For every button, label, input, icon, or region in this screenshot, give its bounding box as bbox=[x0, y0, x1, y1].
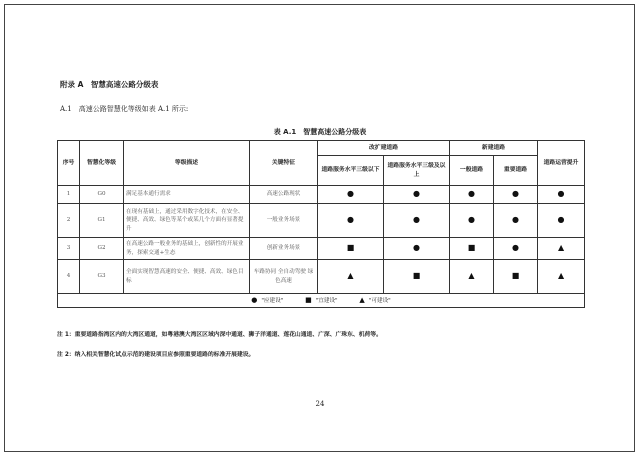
mark-cell: ● bbox=[538, 186, 585, 204]
filled-triangle-icon: ▲ bbox=[359, 296, 365, 305]
description-cell: 满足基本通行需求 bbox=[124, 186, 250, 204]
table-row bbox=[58, 204, 585, 238]
mark-cell: ● bbox=[494, 186, 538, 204]
header-renovation-above3: 道路服务水平三级及以上 bbox=[384, 156, 450, 186]
mark-cell: ■ bbox=[384, 260, 450, 294]
mark-cell: ● bbox=[538, 204, 585, 238]
level-cell: G3 bbox=[80, 260, 124, 294]
level-cell: G0 bbox=[80, 186, 124, 204]
header-renovation-below3: 道路服务水平三级以下 bbox=[318, 156, 384, 186]
legend-label: "宜建设" bbox=[315, 298, 338, 305]
filled-square-icon: ■ bbox=[305, 296, 312, 305]
seq-cell: 4 bbox=[58, 260, 80, 294]
level-cell: G2 bbox=[80, 238, 124, 260]
description-cell: 在高速公路一般业务的基础上，创新性的开展业务，探索交通+生态 bbox=[124, 238, 250, 260]
features-cell: 车路协同 全自动驾驶 绿色高速 bbox=[250, 260, 318, 294]
mark-cell: ● bbox=[450, 204, 494, 238]
mark-cell: ● bbox=[384, 204, 450, 238]
mark-cell: ● bbox=[450, 186, 494, 204]
legend bbox=[58, 294, 585, 308]
mark-cell: ● bbox=[384, 238, 450, 260]
header-seq: 序号 bbox=[58, 141, 80, 186]
header-new: 新建道路 bbox=[450, 141, 538, 156]
header-new-general: 一般道路 bbox=[450, 156, 494, 186]
mark-cell: ▲ bbox=[318, 260, 384, 294]
header-features: 关键特征 bbox=[250, 141, 318, 186]
table-row bbox=[58, 260, 585, 294]
appendix-heading: 附录 A 智慧高速公路分级表 bbox=[60, 80, 159, 89]
legend-item-optional bbox=[359, 295, 390, 306]
header-upgrade: 道路运营提升 bbox=[538, 141, 585, 186]
seq-cell: 1 bbox=[58, 186, 80, 204]
features-cell: 高速公路现状 bbox=[250, 186, 318, 204]
table-row bbox=[58, 186, 585, 204]
legend-item-recommended bbox=[305, 295, 338, 306]
mark-cell: ● bbox=[318, 204, 384, 238]
note-2: 注 2：纳入相关智慧化试点示范的建设项目应参照重要道路的标准开展建设。 bbox=[57, 352, 255, 358]
features-cell: 创新业务场景 bbox=[250, 238, 318, 260]
mark-cell: ● bbox=[318, 186, 384, 204]
page-number: 24 bbox=[315, 400, 325, 408]
description-cell: 在现有基础上，通过采用数字化技术，在安全、便捷、高效、绿色等某个或某几个方面有显著提升 bbox=[124, 204, 250, 238]
mark-cell: ● bbox=[494, 238, 538, 260]
grading-table bbox=[57, 140, 585, 308]
legend-row bbox=[58, 294, 585, 308]
mark-cell: ■ bbox=[450, 238, 494, 260]
legend-label: "可建设" bbox=[368, 298, 391, 305]
seq-cell: 2 bbox=[58, 204, 80, 238]
mark-cell: ● bbox=[384, 186, 450, 204]
table-row bbox=[58, 238, 585, 260]
mark-cell: ■ bbox=[494, 260, 538, 294]
seq-cell: 3 bbox=[58, 238, 80, 260]
header-new-important: 重要道路 bbox=[494, 156, 538, 186]
legend-label: "应建设" bbox=[261, 298, 284, 305]
header-level: 智慧化等级 bbox=[80, 141, 124, 186]
mark-cell: ▲ bbox=[538, 238, 585, 260]
intro-text: A.1 高速公路智慧化等级如表 A.1 所示: bbox=[60, 105, 189, 113]
table-caption: 表 A.1 智慧高速公路分级表 bbox=[273, 128, 367, 136]
header-renovation: 改扩建道路 bbox=[318, 141, 450, 156]
mark-cell: ● bbox=[494, 204, 538, 238]
mark-cell: ▲ bbox=[538, 260, 585, 294]
filled-circle-icon: ● bbox=[251, 296, 258, 305]
mark-cell: ▲ bbox=[450, 260, 494, 294]
level-cell: G1 bbox=[80, 204, 124, 238]
legend-item-required bbox=[251, 295, 283, 306]
header-description: 等级描述 bbox=[124, 141, 250, 186]
note-1: 注 1：重要道路指湾区内的大湾区通道，如粤港澳大湾区区域内深中通道、狮子洋通道、莲花山通道、广深、广珠东、机荷等。 bbox=[57, 332, 382, 338]
features-cell: 一般业务场景 bbox=[250, 204, 318, 238]
description-cell: 全面实现智慧高速的安全、便捷、高效、绿色目标 bbox=[124, 260, 250, 294]
mark-cell: ■ bbox=[318, 238, 384, 260]
